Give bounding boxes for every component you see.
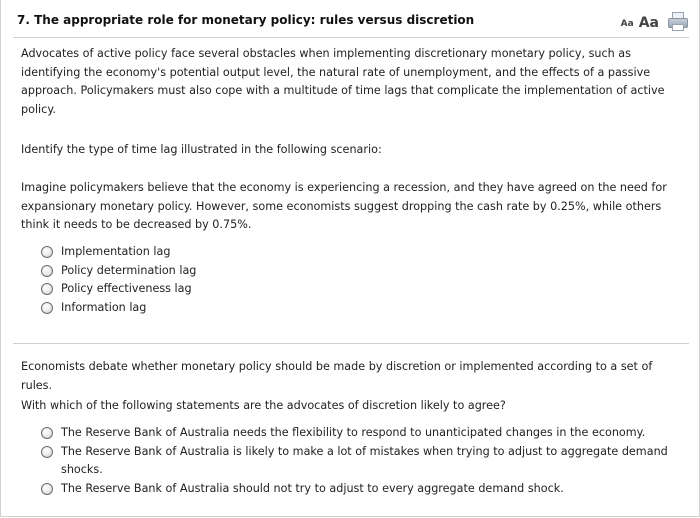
option-policy-determination-lag[interactable]	[41, 262, 681, 281]
part2-options	[41, 424, 681, 498]
header-divider	[13, 37, 689, 38]
radio-button[interactable]	[41, 483, 53, 495]
radio-button[interactable]	[41, 283, 53, 295]
intro-paragraph: Advocates of active policy face several obstacles when implementing discretionary monetary policy, such as identifying the economy's potential output level, the natural rate of unemployment, and the effects of a passive approach. Policymakers must also cope with a multitude of time lags that complicate the implementation of active policy.	[21, 47, 665, 116]
part1-prompt: Identify the type of time lag illustrated in the following scenario:	[21, 143, 382, 156]
option-label: Policy determination lag	[61, 263, 197, 277]
question-header	[17, 13, 687, 33]
font-size-large-button[interactable]: Aa	[638, 15, 659, 31]
part2-prompt: With which of the following statements are the advocates of discretion likely to agree?	[21, 399, 506, 412]
option-label: The Reserve Bank of Australia should not try to adjust to every aggregate demand shock.	[61, 481, 564, 495]
radio-button[interactable]	[41, 246, 53, 258]
option-label: The Reserve Bank of Australia is likely to make a lot of mistakes when trying to adjust to aggregate demand shocks.	[61, 444, 668, 476]
header-tools	[621, 10, 687, 32]
option-implementation-lag[interactable]	[41, 243, 681, 262]
option-policy-effectiveness-lag[interactable]	[41, 280, 681, 299]
print-icon[interactable]	[667, 12, 687, 30]
print-icon-output	[672, 24, 684, 31]
font-size-small-button[interactable]: Aa	[620, 19, 634, 29]
part2-context: Economists debate whether monetary policy should be made by discretion or implemented according to a set of rules.	[21, 360, 653, 392]
option-many-mistakes[interactable]	[41, 443, 681, 480]
option-label: Policy effectiveness lag	[61, 282, 192, 295]
option-label: The Reserve Bank of Australia needs the flexibility to respond to unanticipated changes in the economy.	[61, 426, 646, 439]
radio-button[interactable]	[41, 427, 53, 439]
option-label: Implementation lag	[61, 245, 171, 258]
section-divider	[13, 343, 689, 344]
radio-button[interactable]	[41, 302, 53, 314]
option-not-adjust-every-shock[interactable]	[41, 480, 681, 499]
part1-scenario: Imagine policymakers believe that the economy is experiencing a recession, and they have agreed on the need for expansionary monetary policy. However, some economists suggest dropping the cash rate by 0.25%, while others think it needs to be decreased by 0.75%.	[21, 181, 667, 231]
option-information-lag[interactable]	[41, 299, 681, 318]
radio-button[interactable]	[41, 265, 53, 277]
option-needs-flexibility[interactable]	[41, 424, 681, 443]
radio-button[interactable]	[41, 446, 53, 458]
question-title: 7. The appropriate role for monetary policy: rules versus discretion	[17, 13, 475, 27]
option-label: Information lag	[61, 300, 147, 314]
part1-options	[41, 243, 681, 317]
